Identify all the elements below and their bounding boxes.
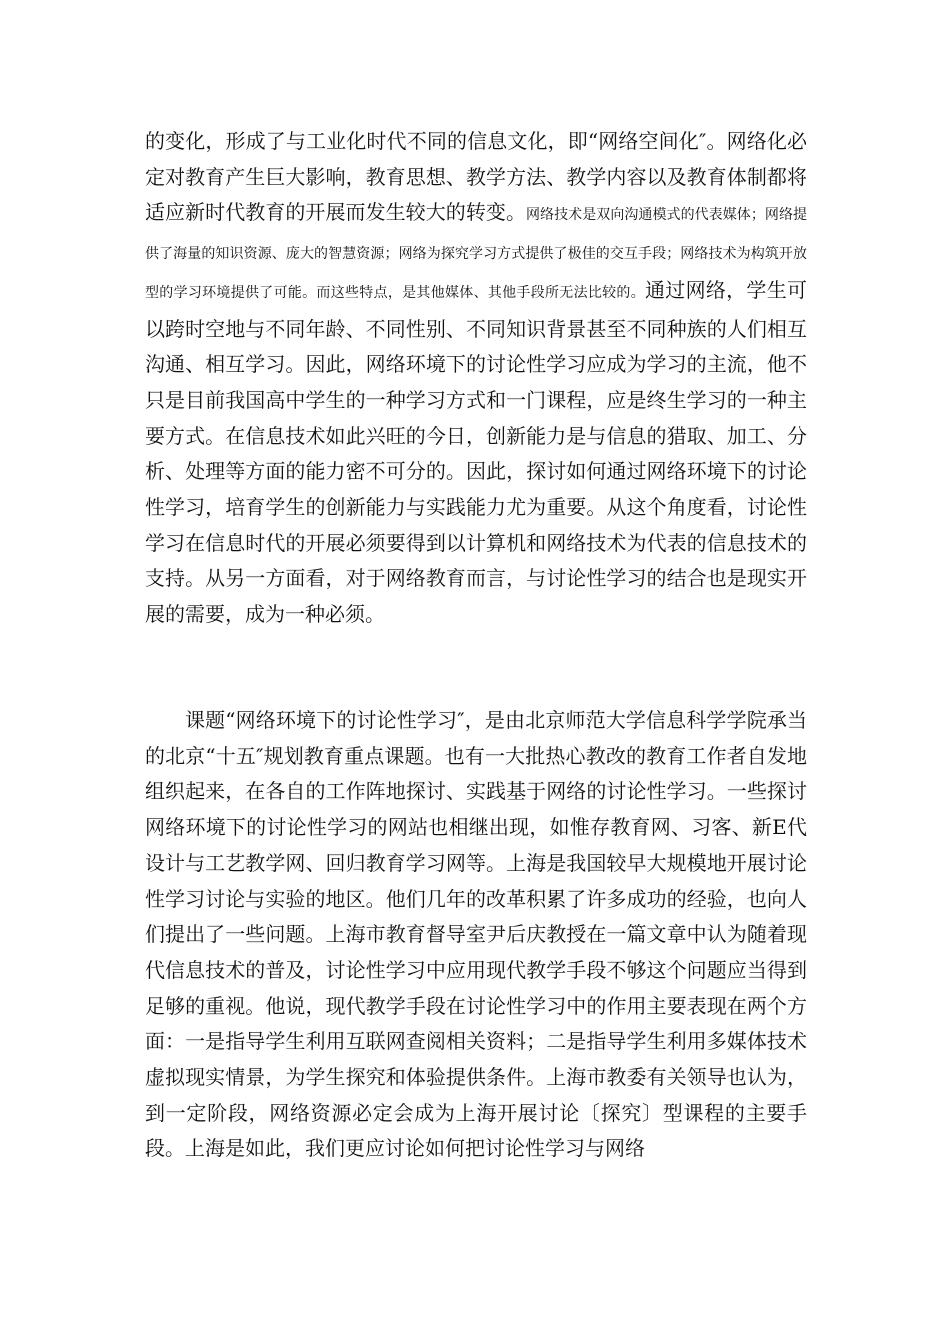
paragraph-1-text-part-1: 的变化，形成了与工业化时代不同的信息文化，即“网络空间化″。网络化必定对教育产生巨大影响，教育思想、教学方法、教学内容以及教育体制都将适应新时代教育的开展而发生较大的转变。: [145, 129, 807, 225]
paragraph-1-text-part-3: 通过网络，学生可以跨时空地与不同年龄、不同性别、不同知识背景甚至不同种族的人们相互沟通、相互学习。因此，网络环境下的讨论性学习应成为学习的主流，他不只是目前我国高中学生的一种学习方式和一门课程，应是终生学习的一种主要方式。在信息技术如此兴旺的今日，创新能力是与信息的猎取、加工、分析、处理等方面的能力密不可分的。因此，探讨如何通过网络环境下的讨论性学习，培育学生的创新能力与实践能力尤为重要。从这个角度看，讨论性学习在信息时代的开展必须要得到以计算机和网络技术为代表的信息技术的支持。从另一方面看，对于网络教育而言，与讨论性学习的结合也是现实开展的需要，成为一种必须。: [145, 277, 808, 627]
body-paragraph-1: [145, 124, 807, 633]
paragraph-1-small-text: 网络技术是双向沟通模式的代表媒体；网络提供了海量的知识资源、庞大的智慧资源；网络为探究学习方式提供了极佳的交互手段；网络技术为构筑开放型的学习环境提供了可能。而这些特点，是其他媒体、其他手段所无法比较的。: [145, 207, 807, 301]
body-paragraph-2: 课题“网络环境下的讨论性学习″，是由北京师范大学信息科学学院承当的北京“十五″规划教育重点课题。也有一大批热心教改的教育工作者自发地组织起来，在各自的工作阵地探讨、实践基于网络的讨论性学习。一些探讨网络环境下的讨论性学习的网站也相继出现，如惟存教育网、习客、新E代设计与工艺教学网、回归教育学习网等。上海是我国较早大规模地开展讨论性学习讨论与实验的地区。他们几年的改革积累了许多成功的经验，也向人们提出了一些问题。上海市教育督导室尹后庆教授在一篇文章中认为随着现代信息技术的普及，讨论性学习中应用现代教学手段不够这个问题应当得到足够的重视。他说，现代教学手段在讨论性学习中的作用主要表现在两个方面：一是指导学生利用互联网查阅相关资料；二是指导学生利用多媒体技术虚拟现实情景，为学生探究和体验提供条件。上海市教委有关领导也认为，到一定阶段，网络资源必定会成为上海开展讨论〔探究〕型课程的主要手段。上海是如此，我们更应讨论如何把讨论性学习与网络: [145, 708, 807, 1161]
